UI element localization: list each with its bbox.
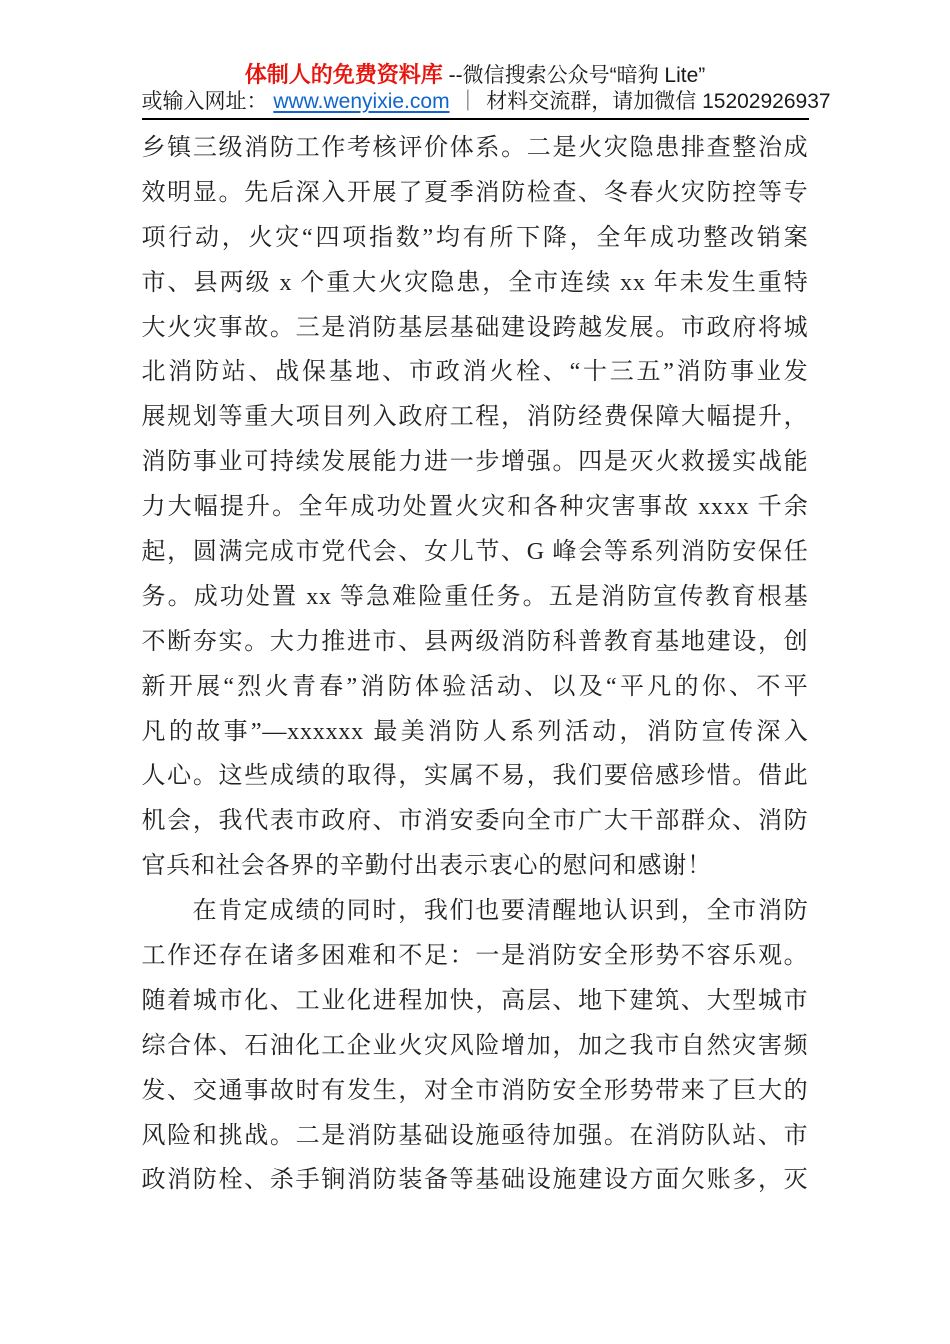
- address-label: 或输入网址：: [141, 90, 268, 113]
- header-contact-line: [141, 89, 831, 115]
- body-line: 机会，我代表市政府、市消安委向全市广大干部群众、消防: [141, 808, 809, 835]
- body-line: 起，圆满完成市党代会、女儿节、G 峰会等系列消防安保任: [141, 539, 809, 566]
- body-line: 发、交通事故时有发生，对全市消防安全形势带来了巨大的: [141, 1077, 809, 1104]
- body-line: 务。成功处置 xx 等急难险重任务。五是消防宣传教育根基: [141, 583, 809, 610]
- body-line: 力大幅提升。全年成功处置火灾和各种灾害事故 xxxx 千余: [141, 494, 809, 521]
- body-line: 效明显。先后深入开展了夏季消防检查、冬春火灾防控等专: [141, 179, 809, 206]
- body-line: 工作还存在诸多困难和不足：一是消防安全形势不容乐观。: [141, 943, 809, 970]
- website-link[interactable]: www.wenyixie.com: [273, 90, 450, 113]
- brand-title: 体制人的免费资料库: [244, 62, 443, 87]
- header-brand-line: [142, 62, 809, 89]
- body-line: 随着城市化、工业化进程加快，高层、地下建筑、大型城市: [141, 987, 809, 1014]
- page-content: [141, 0, 831, 1203]
- separator-bar: ｜: [457, 90, 479, 113]
- body-line: 风险和挑战。二是消防基础设施亟待加强。在消防队站、市: [141, 1122, 809, 1149]
- body-line: 项行动，火灾“四项指数”均有所下降，全年成功整改销案: [141, 224, 809, 251]
- header-divider-rule: [142, 118, 809, 120]
- body-line: 展规划等重大项目列入政府工程，消防经费保障大幅提升，: [141, 404, 809, 431]
- body-line: 人心。这些成绩的取得，实属不易，我们要倍感珍惜。借此: [141, 763, 809, 790]
- body-line: 消防事业可持续发展能力进一步增强。四是灭火救援实战能: [141, 449, 809, 476]
- body-line: 市、县两级 x 个重大火灾隐患，全市连续 xx 年未发生重特: [141, 269, 809, 296]
- body-line: 官兵和社会各界的辛勤付出表示衷心的慰问和感谢！: [141, 853, 712, 880]
- brand-tagline: --微信搜索公众号“暗狗 Lite”: [448, 64, 706, 87]
- body-line: 新开展“烈火青春”消防体验活动、以及“平凡的你、不平: [141, 673, 809, 700]
- contact-info: 材料交流群，请加微信 15202926937: [486, 90, 831, 113]
- body-line: 北消防站、战保基地、市政消火栓、“十三五”消防事业发: [141, 359, 809, 386]
- body-line: 大火灾事故。三是消防基层基础建设跨越发展。市政府将城: [141, 314, 809, 341]
- body-line: 不断夯实。大力推进市、县两级消防科普教育基地建设，创: [141, 628, 809, 655]
- paragraph-1: [142, 126, 809, 889]
- body-line: 凡的故事”—xxxxxx 最美消防人系列活动，消防宣传深入: [141, 718, 809, 745]
- page-header: [141, 62, 831, 120]
- body-line: 政消防栓、杀手锏消防装备等基础设施建设方面欠账多，灭: [141, 1167, 809, 1194]
- body-line: 综合体、石油化工企业火灾风险增加，加之我市自然灾害频: [141, 1032, 809, 1059]
- body-line: 在肯定成绩的同时，我们也要清醒地认识到，全市消防: [192, 898, 809, 925]
- paragraph-2: [142, 889, 809, 1203]
- document-body: [142, 126, 809, 1203]
- body-line: 乡镇三级消防工作考核评价体系。二是火灾隐患排查整治成: [141, 135, 809, 161]
